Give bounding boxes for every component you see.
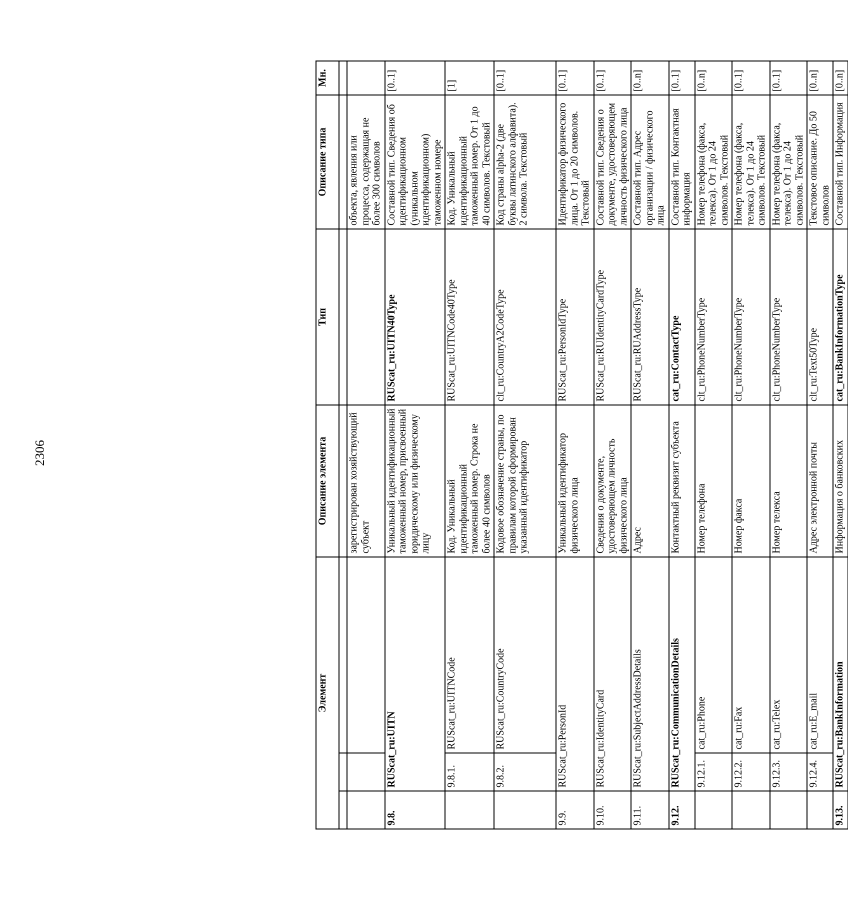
element-description: зарегистрирован хозяйствующий субъект (347, 404, 385, 556)
element-name: RUScat_ru:UITNCode (445, 556, 494, 752)
element-name: RUScat_ru:UITN (384, 556, 445, 790)
row-number: 9.12. (668, 791, 694, 829)
table-row (732, 60, 770, 828)
element-description: Кодовое обозначение страны, по правилам которой сформирован указанный идентификатор (494, 404, 556, 556)
element-name: RUScat_ru:SubjectAddressDetails (631, 556, 669, 790)
element-description: Адрес (631, 404, 669, 556)
multiplicity: [0..1] (384, 60, 445, 94)
element-description: Номер телекса (769, 404, 807, 556)
row-number (494, 791, 556, 829)
header-type-description: Описание типа (316, 94, 339, 228)
multiplicity: [0..n] (807, 60, 833, 94)
element-description: Сведения о документе, удостоверяющем личность физического лица (593, 404, 631, 556)
row-sub-number (347, 753, 385, 791)
table-row (494, 60, 556, 828)
type-description: объекта, явления или процесса, содержащая не более 300 символов (347, 94, 385, 228)
multiplicity: [0..1] (593, 60, 631, 94)
row-number: 9.9. (556, 791, 594, 829)
table-row (694, 60, 732, 828)
element-description: Код. Уникальный идентификационный таможенный номер. Строка не более 40 символов (445, 404, 494, 556)
type-description: Код страны alpha-2 (две буквы латинского алфавита). 2 символа. Текстовый (494, 94, 556, 228)
row-number: 9.11. (631, 791, 669, 829)
row-number (347, 791, 385, 829)
element-description: Уникальный идентификационный таможенный номер, присвоенный юридическому или физическому лицу (384, 404, 445, 556)
type-description: Код. Уникальный идентификационный таможенный номер. От 1 до 40 символов. Текстовый (445, 94, 494, 228)
element-type: RUScat_ru:UITN40Type (384, 228, 445, 404)
type-description: Составной тип. Адрес организации / физического лица (631, 94, 669, 228)
element-name: cat_ru:E_mail (807, 556, 833, 752)
type-description: Номер телефона (факса, телекса). От 1 до 24 символов. Текстовый (769, 94, 807, 228)
type-description: Составной тип. Контактная информация (668, 94, 694, 228)
multiplicity: [0..1] (732, 60, 770, 94)
row-number: 9.13. (833, 791, 848, 829)
table-row (384, 60, 445, 828)
element-type: clt_ru:CountryA2CodeType (494, 228, 556, 404)
element-name: RUScat_ru:IdentityCard (593, 556, 631, 790)
multiplicity: [1] (445, 60, 494, 94)
element-description: Номер телефона (694, 404, 732, 556)
type-description: Номер телефона (факса, телекса). От 1 до 24 символов. Текстовый (694, 94, 732, 228)
row-number (694, 791, 732, 829)
row-number: 9.8. (384, 791, 445, 829)
element-type: clt_ru:Text50Type (807, 228, 833, 404)
element-name: RUScat_ru:BankInformation (833, 556, 848, 790)
row-number (807, 791, 833, 829)
table-row (593, 60, 631, 828)
element-type: RUScat_ru:PersonIdType (556, 228, 594, 404)
multiplicity: [0..1] (494, 60, 556, 94)
element-name: cat_ru:Telex (769, 556, 807, 752)
row-sub-number: 9.8.2. (494, 753, 556, 791)
type-description: Идентификатор физического лица. От 1 до 20 символов. Текстовый (556, 94, 594, 228)
table-row (769, 60, 807, 828)
document-table-rotated (315, 61, 845, 829)
schema-table (315, 60, 848, 829)
type-description: Составной тип. Сведения об идентификационном (уникальном идентификационном) таможенном номере (384, 94, 445, 228)
type-description: Текстовое описание. До 50 символов (807, 94, 833, 228)
header-element-description: Описание элемента (316, 404, 339, 556)
header-row (316, 60, 339, 828)
row-number (769, 791, 807, 829)
multiplicity: [0..1] (556, 60, 594, 94)
row-sub-number: 9.12.1. (694, 753, 732, 791)
element-name: RUScat_ru:PersonId (556, 556, 594, 790)
row-sub-number: 9.12.4. (807, 753, 833, 791)
table-row (556, 60, 594, 828)
element-type: RUScat_ru:UITNCode40Type (445, 228, 494, 404)
element-type: RUScat_ru:RUIdentityCardType (593, 228, 631, 404)
element-name: cat_ru:Fax (732, 556, 770, 752)
type-description: Составной тип. Информация (833, 94, 848, 228)
element-description: Информация о банковских (833, 404, 848, 556)
element-type: clt_ru:PhoneNumberType (694, 228, 732, 404)
table-row (833, 60, 848, 828)
table-row (347, 60, 385, 828)
element-description: Контактный реквизит субъекта (668, 404, 694, 556)
multiplicity: [0..1] (769, 60, 807, 94)
table-row (631, 60, 669, 828)
multiplicity: [0..n] (631, 60, 669, 94)
table-row (668, 60, 694, 828)
element-type: cat_ru:ContactType (668, 228, 694, 404)
element-name (347, 556, 385, 752)
row-sub-number: 9.12.2. (732, 753, 770, 791)
multiplicity: [0..n] (694, 60, 732, 94)
page-number: 2306 (32, 440, 47, 466)
table-row (445, 60, 494, 828)
row-sub-number: 9.12.3. (769, 753, 807, 791)
element-description: Номер факса (732, 404, 770, 556)
element-name: RUScat_ru:CountryCode (494, 556, 556, 752)
row-number (732, 791, 770, 829)
table-row (807, 60, 833, 828)
header-spacer-row (339, 60, 347, 828)
multiplicity: [0..1] (668, 60, 694, 94)
row-number (445, 791, 494, 829)
element-type: RUScat_ru:RUAddressType (631, 228, 669, 404)
multiplicity (347, 60, 385, 94)
element-description: Уникальный идентификатор физического лица (556, 404, 594, 556)
row-sub-number: 9.8.1. (445, 753, 494, 791)
row-number: 9.10. (593, 791, 631, 829)
element-name: cat_ru:Phone (694, 556, 732, 752)
element-type: clt_ru:PhoneNumberType (732, 228, 770, 404)
multiplicity: [0..n] (833, 60, 848, 94)
header-multiplicity: Мн. (316, 60, 339, 94)
element-type (347, 228, 385, 404)
element-name: RUScat_ru:CommunicationDetails (668, 556, 694, 790)
header-element: Элемент (316, 556, 339, 828)
type-description: Составной тип. Сведения о документе, удостоверяющем личность физического лица (593, 94, 631, 228)
element-description: Адрес электронной почты (807, 404, 833, 556)
type-description: Номер телефона (факса, телекса). От 1 до 24 символов. Текстовый (732, 94, 770, 228)
header-type: Тип (316, 228, 339, 404)
element-type: clt_ru:PhoneNumberType (769, 228, 807, 404)
element-type: cat_ru:BankInformationType (833, 228, 848, 404)
